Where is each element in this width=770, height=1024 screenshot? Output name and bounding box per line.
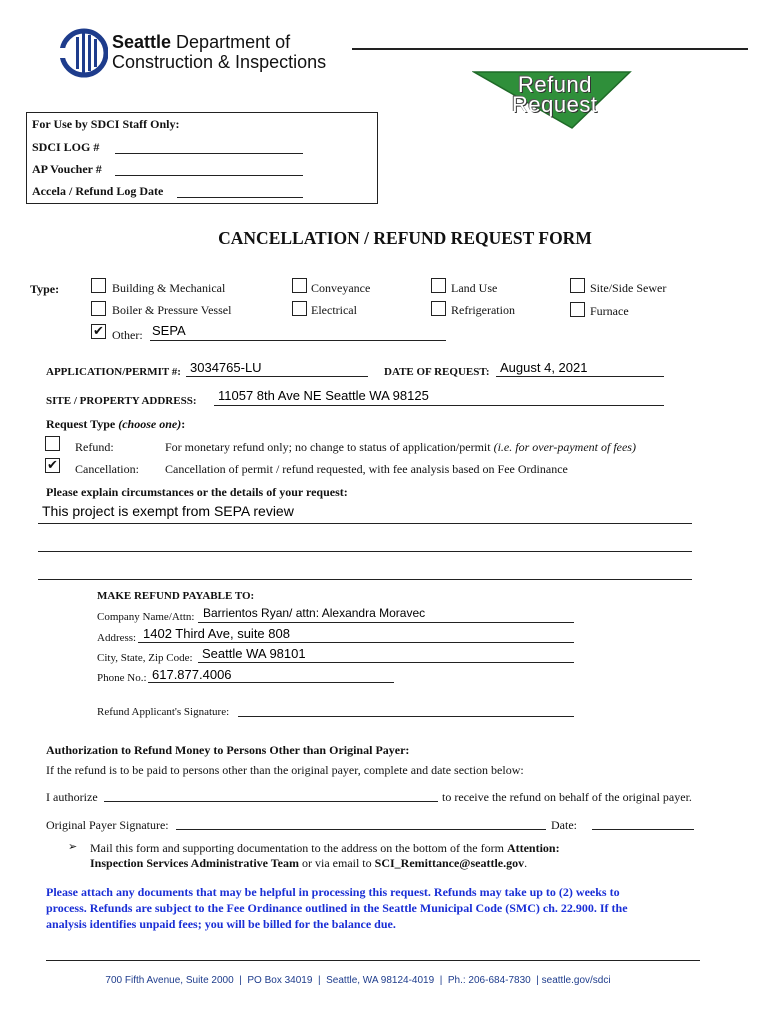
address-line [138,642,574,643]
logo-bold-text: Seattle [112,32,172,52]
date-of-request-line [496,376,664,377]
footer-address: 700 Fifth Avenue, Suite 2000 | PO Box 34019 | Seattle, WA 98124-4019 | Ph.: 206-684-7830 | seattle.gov/sdci [105,975,611,986]
seattle-logo-icon [60,28,108,78]
type-option-label: Boiler & Pressure Vessel [112,303,232,317]
staff-only-box [26,112,378,204]
type-option-label: Land Use [451,281,498,295]
checkbox-boiler-pressure-vessel[interactable] [91,301,106,316]
date-of-request-label: DATE OF REQUEST: [384,366,490,378]
application-value[interactable]: 3034765-LU [190,360,262,375]
original-payer-signature-line[interactable] [176,829,546,830]
checkbox-cancellation[interactable]: ✔ [45,458,60,473]
payable-title: MAKE REFUND PAYABLE TO: [97,590,255,602]
checkbox-electrical[interactable] [292,301,307,316]
type-option-label: Electrical [311,303,357,317]
sdci-log-label: SDCI LOG # [32,140,100,154]
checkbox-refrigeration[interactable] [431,301,446,316]
checkbox-conveyance[interactable] [292,278,307,293]
applicant-signature-label: Refund Applicant's Signature: [97,706,230,718]
mail-instructions-line1: Mail this form and supporting documentation to the address on the bottom of the form Attention: [90,841,560,855]
accela-field[interactable] [177,197,303,198]
explain-line-2[interactable] [38,551,692,552]
footer-rule [46,960,700,961]
site-address-label: SITE / PROPERTY ADDRESS: [46,395,197,407]
site-address-value[interactable]: 11057 8th Ave NE Seattle WA 98125 [218,388,429,403]
type-option-label: Refrigeration [451,303,515,317]
authorization-title: Authorization to Refund Money to Persons Other than Original Payer: [46,743,410,757]
application-field-line [186,376,368,377]
i-authorize-label: I authorize [46,790,98,804]
application-label: APPLICATION/PERMIT #: [46,366,181,378]
checkbox-building-mechanical[interactable] [91,278,106,293]
checkbox-furnace[interactable] [570,302,585,317]
phone-value[interactable]: 617.877.4006 [152,667,232,682]
type-option-label: Conveyance [311,281,371,295]
checkbox-refund[interactable] [45,436,60,451]
refund-description: For monetary refund only; no change to status of application/permit (i.e. for over-payment of fees) [165,440,636,454]
to-receive-text: to receive the refund on behalf of the original payer. [442,790,692,804]
cancellation-description: Cancellation of permit / refund requested, with fee analysis based on Fee Ordinance [165,462,568,476]
applicant-signature-line[interactable] [238,716,574,717]
address-label: Address: [97,632,137,644]
accela-label: Accela / Refund Log Date [32,184,164,198]
notice-line-1: Please attach any documents that may be helpful in processing this request. Refunds may take up to (2) weeks to [46,885,620,899]
ap-voucher-label: AP Voucher # [32,162,102,176]
request-type-label: Request Type (choose one): [46,417,186,431]
phone-line [148,682,394,683]
company-value[interactable]: Barrientos Ryan/ attn: Alexandra Moravec [203,606,426,620]
explain-line-1 [38,523,692,524]
sdci-log-field[interactable] [115,153,303,154]
type-label: Type: [30,282,60,296]
refund-request-badge [472,70,632,130]
i-authorize-line[interactable] [104,801,438,802]
checkbox-other[interactable]: ✔ [91,324,106,339]
type-option-label: Furnace [590,304,629,318]
authorization-intro: If the refund is to be paid to persons other than the original payer, complete and date section below: [46,763,524,777]
city-value[interactable]: Seattle WA 98101 [202,646,306,661]
logo-line2-text: Construction & Inspections [112,52,327,72]
other-label: Other: [112,328,143,342]
badge-line2: Request [512,92,598,117]
address-value[interactable]: 1402 Third Ave, suite 808 [143,626,290,641]
company-label: Company Name/Attn: [97,611,195,623]
date-of-request-value[interactable]: August 4, 2021 [500,360,588,375]
ap-voucher-field[interactable] [115,175,303,176]
staff-box-title: For Use by SDCI Staff Only: [32,117,180,131]
date-label: Date: [551,818,577,832]
explain-value[interactable]: This project is exempt from SEPA review [42,503,294,519]
bullet-arrow-icon: ➢ [68,840,78,853]
logo-line1-text: Department of [176,32,291,52]
refund-label: Refund: [75,440,114,454]
date-line[interactable] [592,829,694,830]
badge-line1: Refund [518,72,592,97]
city-label: City, State, Zip Code: [97,652,193,664]
checkbox-site-side-sewer[interactable] [570,278,585,293]
city-line [198,662,574,663]
checkbox-land-use[interactable] [431,278,446,293]
company-line [198,622,574,623]
other-value[interactable]: SEPA [152,323,186,338]
type-option-label: Building & Mechanical [112,281,226,295]
original-payer-signature-label: Original Payer Signature: [46,818,169,832]
type-option-label: Site/Side Sewer [590,281,667,295]
other-field-line [150,340,446,341]
mail-instructions-line2: Inspection Services Administrative Team or via email to SCI_Remittance@seattle.gov. [90,856,528,870]
phone-label: Phone No.: [97,672,147,684]
notice-line-2: process. Refunds are subject to the Fee Ordinance outlined in the Seattle Municipal Code (SMC) ch. 22.900. If the [46,901,628,915]
remittance-email-link[interactable]: SCI_Remittance@seattle.gov [374,856,525,870]
header-rule [352,48,748,50]
site-address-line [214,405,664,406]
sdci-logo [60,28,350,80]
explain-label: Please explain circumstances or the details of your request: [46,485,348,499]
notice-line-3: analysis identifies unpaid fees; you will be billed for the balance due. [46,917,396,931]
form-title: CANCELLATION / REFUND REQUEST FORM [218,228,592,248]
explain-line-3[interactable] [38,579,692,580]
cancellation-label: Cancellation: [75,462,139,476]
